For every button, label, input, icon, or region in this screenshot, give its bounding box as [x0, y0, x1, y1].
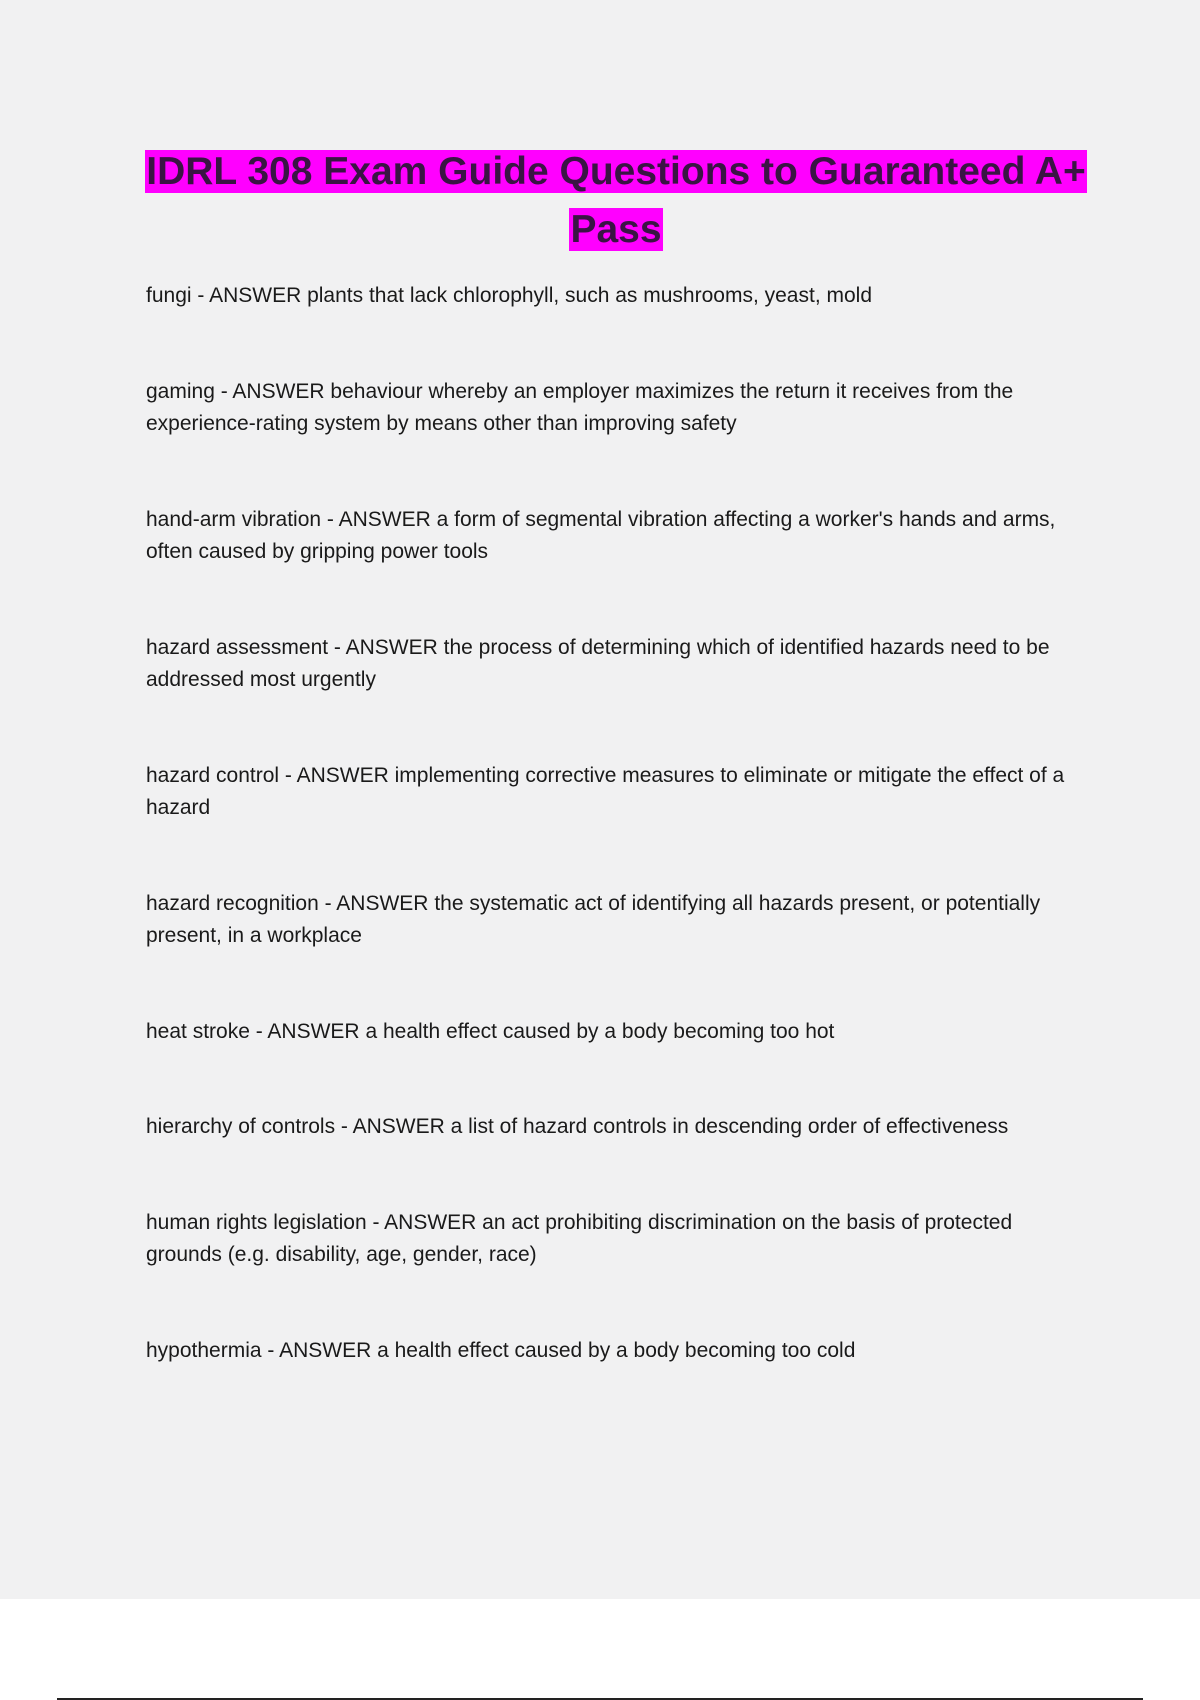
entry-definition: the process of determining which of identified hazards need to be addressed most urgently [146, 635, 1050, 691]
entry-separator: - [249, 1019, 268, 1043]
glossary-entry [146, 888, 1086, 953]
entry-separator: - [318, 891, 337, 915]
entry-answer-label: ANSWER [345, 635, 438, 659]
entry-term: gaming [146, 379, 215, 403]
entry-answer-label: ANSWER [352, 1115, 445, 1138]
entry-answer-label: ANSWER [279, 1338, 372, 1362]
entry-separator: - [321, 507, 339, 531]
entry-definition: a list of hazard controls in descending order of effectiveness [444, 1115, 1009, 1138]
entry-separator: - [366, 1210, 385, 1234]
entry-term: hierarchy of controls [146, 1115, 336, 1138]
glossary-entry [146, 1016, 1086, 1049]
entry-definition: a health effect caused by a body becoming too hot [359, 1019, 835, 1043]
entry-separator: - [335, 1115, 353, 1138]
entry-answer-label: ANSWER [336, 891, 429, 915]
glossary-entry [146, 504, 1086, 569]
entry-separator: - [191, 284, 210, 307]
entry-definition: the systematic act of identifying all hazards present, or potentially present, in a workplace [146, 891, 1041, 947]
entry-term: human rights legislation [146, 1210, 367, 1234]
entry-term: hazard recognition [146, 891, 319, 915]
entry-separator: - [328, 635, 346, 659]
glossary-list [146, 280, 1086, 1430]
document-title [145, 143, 1087, 259]
entry-definition: implementing corrective measures to eliminate or mitigate the effect of a hazard [146, 763, 1065, 819]
entry-answer-label: ANSWER [296, 763, 389, 787]
entry-separator: - [214, 379, 233, 403]
entry-definition: an act prohibiting discrimination on the basis of protected grounds (e.g. disability, age, gender, race) [146, 1210, 1013, 1266]
entry-definition: plants that lack chlorophyll, such as mushrooms, yeast, mold [301, 284, 873, 307]
entry-answer-label: ANSWER [209, 284, 302, 307]
entry-separator: - [261, 1338, 280, 1362]
glossary-entry [146, 1207, 1086, 1272]
entry-definition: a health effect caused by a body becoming too cold [371, 1338, 856, 1362]
entry-separator: - [279, 763, 297, 787]
entry-answer-label: ANSWER [232, 379, 325, 403]
entry-term: hypothermia [146, 1338, 262, 1362]
entry-term: hand-arm vibration [146, 507, 322, 531]
glossary-entry [146, 280, 1086, 313]
title-highlight: IDRL 308 Exam Guide Questions to Guaranteed A+ Pass [146, 150, 1086, 251]
entry-answer-label: ANSWER [338, 507, 431, 531]
footer-divider [57, 1698, 1143, 1700]
entry-term: hazard control [146, 763, 280, 787]
entry-definition: behaviour whereby an employer maximizes the return it receives from the experience-rating system by means other than improving safety [146, 379, 1014, 435]
glossary-entry [146, 1335, 1086, 1368]
entry-term: fungi [146, 284, 192, 307]
glossary-entry [146, 632, 1086, 697]
entry-definition: a form of segmental vibration affecting a worker's hands and arms, often caused by gripping power tools [146, 507, 1056, 563]
entry-answer-label: ANSWER [384, 1210, 477, 1234]
glossary-entry [146, 760, 1086, 825]
glossary-entry [146, 376, 1086, 441]
entry-term: hazard assessment [146, 635, 329, 659]
glossary-entry [146, 1111, 1086, 1144]
entry-answer-label: ANSWER [267, 1019, 360, 1043]
entry-term: heat stroke [146, 1019, 250, 1043]
